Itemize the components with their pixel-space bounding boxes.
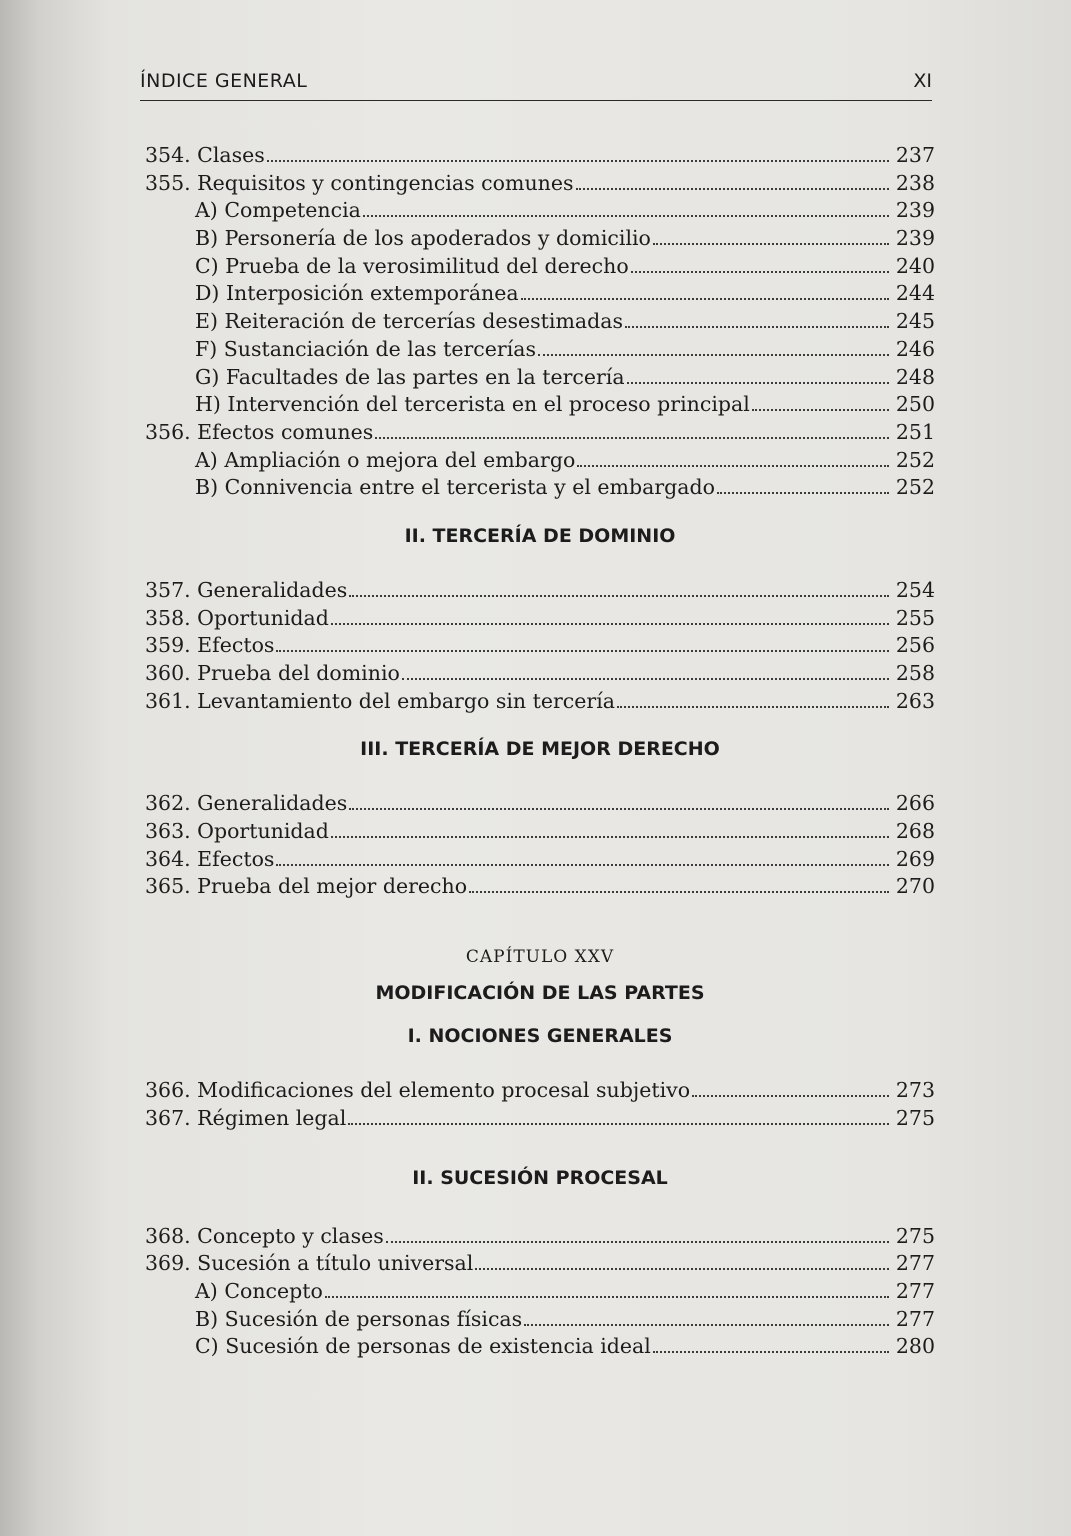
toc-entry-page: 250 xyxy=(895,392,935,417)
toc-entry-label: A) Competencia xyxy=(195,198,361,223)
toc-block xyxy=(145,142,935,502)
toc-entry-page: 244 xyxy=(895,281,935,306)
dot-leader xyxy=(576,171,890,190)
section-heading: I. NOCIONES GENERALES xyxy=(407,1025,673,1048)
toc-entry-page: 237 xyxy=(895,143,935,167)
dot-leader xyxy=(469,874,889,893)
running-header xyxy=(140,70,932,101)
dot-leader xyxy=(276,633,889,652)
toc-entry xyxy=(145,336,935,364)
dot-leader xyxy=(752,392,889,411)
dot-leader xyxy=(375,420,889,439)
toc-entry xyxy=(145,846,935,874)
dot-leader xyxy=(717,475,889,494)
toc-entry xyxy=(145,1077,935,1105)
toc-entry xyxy=(145,391,935,419)
toc-entry xyxy=(145,632,935,660)
toc-entry-page: 270 xyxy=(895,874,935,899)
toc-entry xyxy=(145,688,935,716)
toc-entry-label: 360. Prueba del dominio xyxy=(145,661,400,685)
toc-entry xyxy=(145,1250,935,1278)
toc-entry-label: 365. Prueba del mejor derecho xyxy=(145,874,468,899)
toc-entry-page: 239 xyxy=(895,198,935,223)
dot-leader xyxy=(475,1251,889,1270)
dot-leader xyxy=(349,578,889,597)
toc-entry-label: 368. Concepto y clases xyxy=(145,1223,384,1248)
toc-entry xyxy=(145,447,935,475)
dot-leader xyxy=(348,1106,889,1125)
dot-leader xyxy=(653,1334,889,1353)
toc-entry-page: 277 xyxy=(895,1278,935,1303)
toc-entry-label: 363. Oportunidad xyxy=(145,819,329,844)
toc-entry-label: 359. Efectos xyxy=(145,633,275,658)
toc-entry-page: 254 xyxy=(895,577,935,602)
toc-entry-page: 275 xyxy=(895,1223,935,1248)
toc-entry-label: 366. Modificaciones del elemento procesal subjetivo xyxy=(145,1078,691,1103)
toc-entry-page: 238 xyxy=(895,170,935,195)
toc-entry-page: 263 xyxy=(895,688,935,713)
dot-leader xyxy=(538,337,889,356)
toc-entry-page: 268 xyxy=(895,819,935,844)
toc-entry-label: A) Concepto xyxy=(195,1278,323,1303)
toc-entry xyxy=(145,142,935,170)
dot-leader xyxy=(331,819,889,838)
chapter-label: CAPÍTULO XXV xyxy=(465,947,615,968)
toc-entry xyxy=(145,1278,935,1306)
chapter-title: MODIFICACIÓN DE LAS PARTES xyxy=(375,982,705,1005)
toc-entry xyxy=(145,308,935,336)
toc-entry xyxy=(145,605,935,633)
toc-entry-page: 277 xyxy=(895,1306,935,1331)
dot-leader xyxy=(363,198,889,217)
toc-entry-page: 255 xyxy=(895,605,935,630)
header-page-number: XI xyxy=(913,70,932,92)
toc-entry xyxy=(145,280,935,308)
toc-entry-page: 240 xyxy=(895,253,935,278)
toc-entry-page: 248 xyxy=(895,364,935,389)
toc-entry-label: G) Facultades de las partes en la tercería xyxy=(195,364,625,389)
dot-leader xyxy=(653,226,889,245)
toc-entry xyxy=(145,660,935,688)
toc-entry xyxy=(145,170,935,198)
toc-entry-label: A) Ampliación o mejora del embargo xyxy=(195,447,576,472)
toc-entry-label: E) Reiteración de tercerías desestimadas xyxy=(195,309,624,334)
toc-entry-page: 280 xyxy=(895,1334,935,1359)
toc-block xyxy=(145,1223,935,1361)
toc-entry-page: 246 xyxy=(895,336,935,361)
section-heading: III. TERCERÍA DE MEJOR DERECHO xyxy=(360,738,720,761)
toc-entry-label: 355. Requisitos y contingencias comunes xyxy=(145,170,574,195)
toc-entry xyxy=(145,873,935,901)
toc-block xyxy=(145,577,935,715)
toc-entry xyxy=(145,1223,935,1251)
dot-leader xyxy=(627,365,889,384)
toc-entry xyxy=(145,225,935,253)
dot-leader xyxy=(524,1307,889,1326)
toc-entry xyxy=(145,1306,935,1334)
toc-entry xyxy=(145,1333,935,1361)
toc-entry-page: 245 xyxy=(895,309,935,334)
header-title: ÍNDICE GENERAL xyxy=(140,70,308,92)
dot-leader xyxy=(625,309,889,328)
dot-leader xyxy=(325,1279,889,1298)
toc-entry xyxy=(145,419,935,447)
toc-entry-page: 269 xyxy=(895,846,935,871)
toc-entry xyxy=(145,577,935,605)
dot-leader xyxy=(521,281,889,300)
toc-entry xyxy=(145,197,935,225)
toc-entry xyxy=(145,790,935,818)
toc-entry-label: C) Sucesión de personas de existencia ideal xyxy=(195,1334,651,1359)
toc-entry-label: 356. Efectos comunes xyxy=(145,419,374,444)
toc-entry-page: 256 xyxy=(895,633,935,658)
toc-entry-page: 251 xyxy=(895,419,935,444)
toc-block xyxy=(145,790,935,901)
toc-entry xyxy=(145,364,935,392)
toc-entry-label: B) Sucesión de personas físicas xyxy=(195,1306,523,1331)
dot-leader xyxy=(267,143,889,162)
toc-entry-page: 252 xyxy=(895,475,935,500)
toc-entry-label: F) Sustanciación de las tercerías xyxy=(195,336,536,361)
toc-entry xyxy=(145,1105,935,1133)
toc-entry-page: 258 xyxy=(895,661,935,685)
dot-leader xyxy=(331,606,889,625)
dot-leader xyxy=(617,689,889,708)
toc-entry xyxy=(145,253,935,281)
toc-entry-page: 273 xyxy=(895,1078,935,1103)
toc-entry-page: 266 xyxy=(895,791,935,816)
dot-leader xyxy=(386,1224,889,1243)
dot-leader xyxy=(577,448,889,467)
toc-entry-label: 367. Régimen legal xyxy=(145,1105,347,1130)
dot-leader xyxy=(402,661,889,680)
toc-entry-label: C) Prueba de la verosimilitud del derecho xyxy=(195,253,629,278)
toc-entry-page: 252 xyxy=(895,447,935,472)
toc-entry-label: B) Connivencia entre el tercerista y el embargado xyxy=(195,475,715,500)
section-heading: II. SUCESIÓN PROCESAL xyxy=(412,1166,668,1189)
toc-entry xyxy=(145,474,935,502)
toc-entry-label: D) Interposición extemporánea xyxy=(195,281,519,306)
toc-entry-page: 239 xyxy=(895,226,935,251)
section-heading: II. TERCERÍA DE DOMINIO xyxy=(404,524,676,547)
toc-entry-label: 364. Efectos xyxy=(145,846,275,871)
toc-entry-label: B) Personería de los apoderados y domicilio xyxy=(195,226,651,251)
toc-block xyxy=(145,1077,935,1132)
toc-entry xyxy=(145,818,935,846)
toc-entry-page: 277 xyxy=(895,1251,935,1276)
toc-entry-label: 354. Clases xyxy=(145,143,265,167)
toc-entry-label: 361. Levantamiento del embargo sin tercería xyxy=(145,688,615,713)
dot-leader xyxy=(276,847,889,866)
dot-leader xyxy=(631,254,889,273)
toc-entry-label: H) Intervención del tercerista en el proceso principal xyxy=(195,392,750,417)
toc-entry-label: 362. Generalidades xyxy=(145,791,348,816)
dot-leader xyxy=(692,1078,889,1097)
toc-entry-label: 358. Oportunidad xyxy=(145,605,329,630)
toc-entry-label: 357. Generalidades xyxy=(145,577,348,602)
dot-leader xyxy=(349,791,889,810)
table-of-contents xyxy=(145,142,935,1361)
toc-entry-page: 275 xyxy=(895,1105,935,1130)
toc-entry-label: 369. Sucesión a título universal xyxy=(145,1251,474,1276)
